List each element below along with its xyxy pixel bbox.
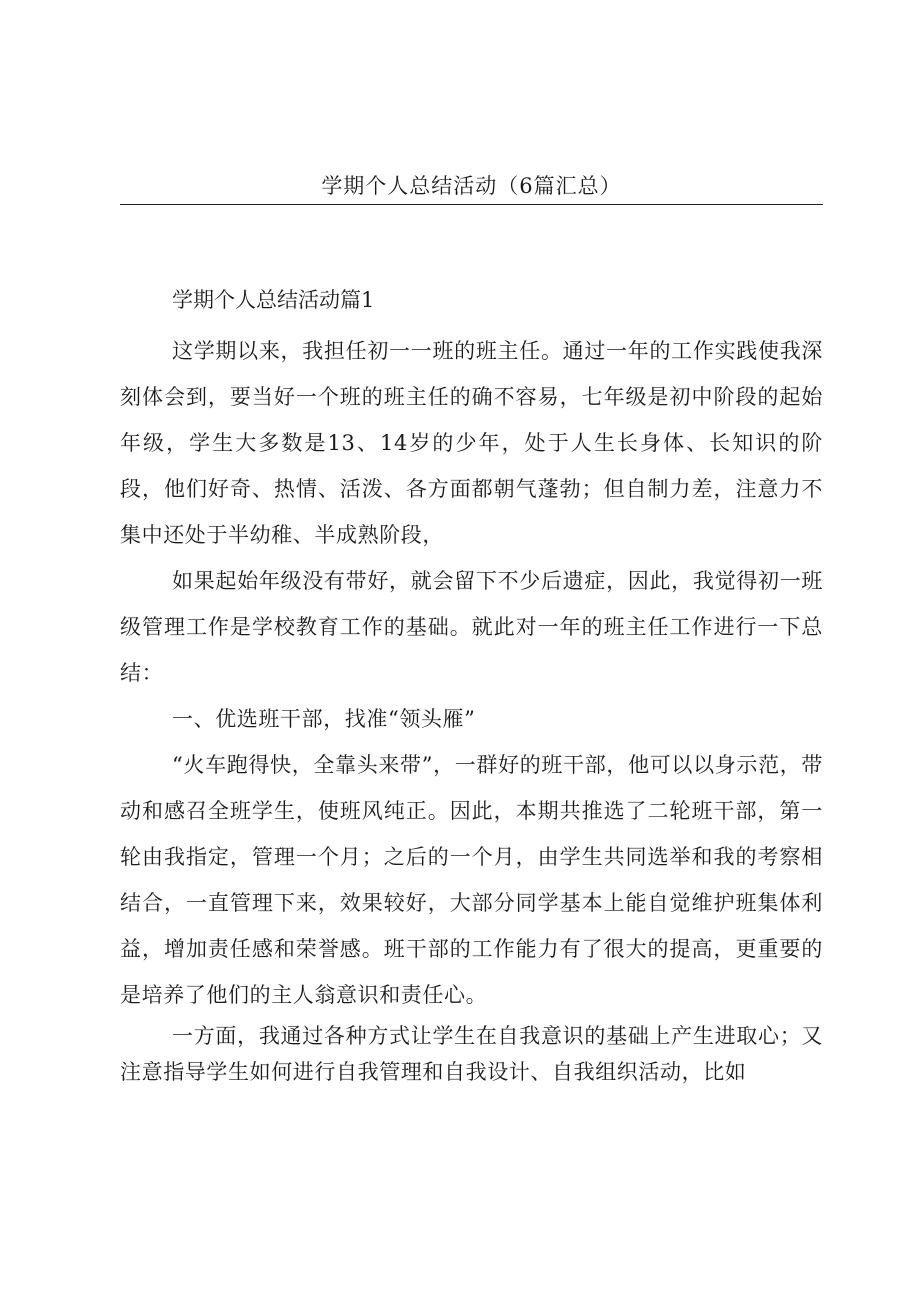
- paragraph-self-management: 一方面，我通过各种方式让学生在自我意识的基础上产生进取心；又注意指导学生如何进行自我管理和自我设计、自我组织活动，比如: [120, 1024, 823, 1084]
- paragraph-summary-lead: 如果起始年级没有带好，就会留下不少后遗症，因此，我觉得初一班级管理工作是学校教育工作的基础。就此对一年的班主任工作进行一下总结：: [120, 569, 823, 685]
- title-underline: [120, 204, 823, 205]
- paragraph-intro: 这学期以来，我担任初一一班的班主任。通过一年的工作实践使我深刻体会到，要当好一个班的班主任的确不容易，七年级是初中阶段的起始年级，学生大多数是13、14岁的少年，处于人生长身体、长知识的阶段，他们好奇、热情、活泼、各方面都朝气蓬勃；但自制力差，注意力不集中还处于半幼稚、半成熟阶段，: [120, 339, 823, 547]
- paragraph-class-leaders: “火车跑得快，全靠头来带”，一群好的班干部，他可以以身示范，带动和感召全班学生，使班风纯正。因此，本期共推选了二轮班干部，第一轮由我指定，管理一个月；之后的一个月，由学生共同选举和我的考察相结合，一直管理下来，效果较好，大部分同学基本上能自觉维护班集体利益，增加责任感和荣誉感。班干部的工作能力有了很大的提高，更重要的是培养了他们的主人翁意识和责任心。: [120, 753, 823, 1007]
- subheading-class-leaders: 一、优选班干部，找准“领头雁”: [172, 707, 476, 731]
- section-heading: 学期个人总结活动篇1: [172, 288, 375, 312]
- document-title: 学期个人总结活动（6篇汇总）: [321, 174, 622, 198]
- document-body: [120, 328, 823, 1090]
